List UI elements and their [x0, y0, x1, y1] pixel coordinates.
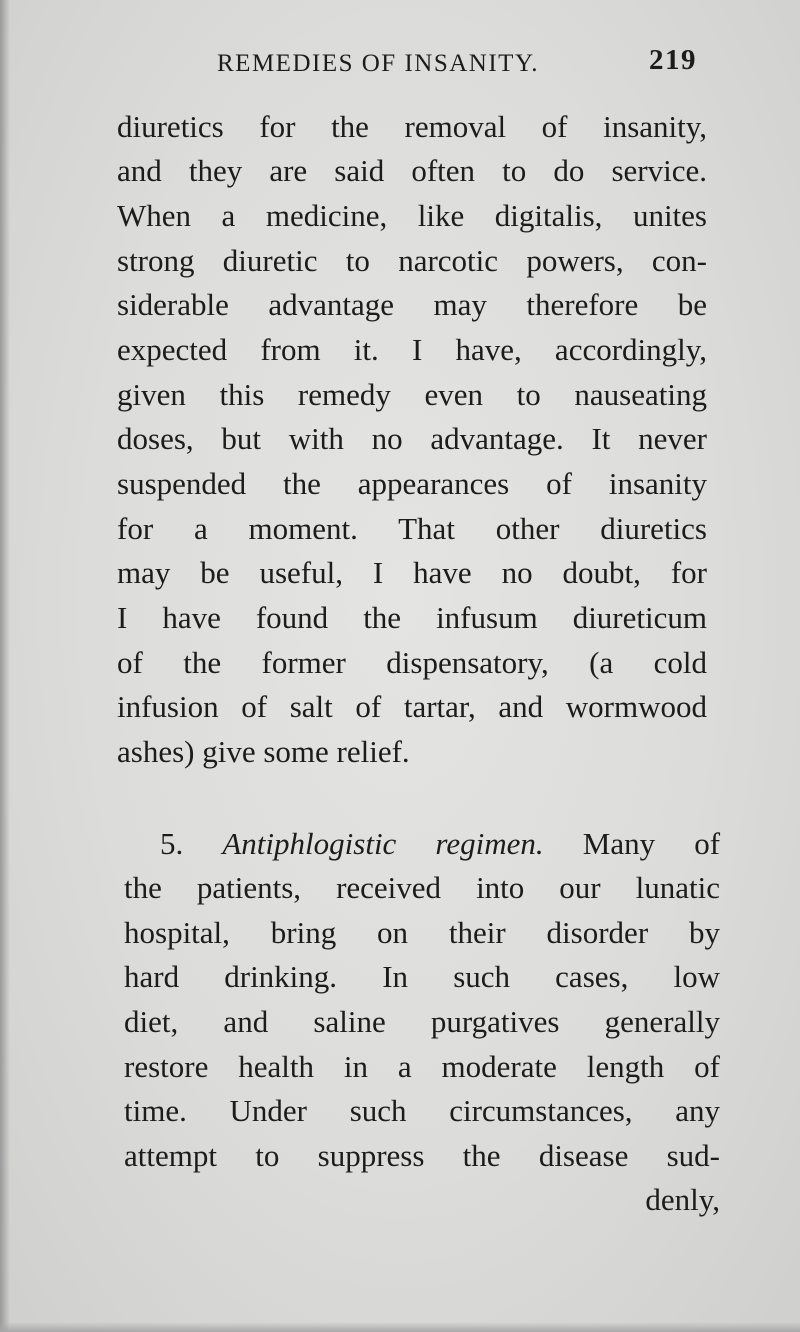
text-line: may be useful, I have no doubt, for [117, 555, 707, 590]
text-line: suspended the appearances of insanity [117, 466, 707, 501]
text-line: for a moment. That other diuretics [117, 511, 707, 546]
text-line: infusion of salt of tartar, and wormwood [117, 689, 707, 724]
section-number: 5. [160, 826, 184, 861]
text-line: restore health in a moderate length of [124, 1049, 720, 1084]
text-line: hard drinking. In such cases, low [124, 959, 720, 994]
text-line: doses, but with no advantage. It never [117, 421, 707, 456]
section-heading: Antiphlogistic regimen. [222, 826, 544, 861]
text-line: strong diuretic to narcotic powers, con- [117, 243, 707, 278]
text-line: time. Under such circumstances, any [124, 1093, 720, 1128]
text-line: diet, and saline purgatives generally [124, 1004, 720, 1039]
text-line: When a medicine, like digitalis, unites [117, 198, 707, 233]
text-line: the patients, received into our lunatic [124, 870, 720, 905]
text-line: attempt to suppress the disease sud- [124, 1138, 720, 1173]
text-line: I have found the infusum diureticum [117, 600, 707, 635]
page-left-edge-shadow [0, 0, 10, 1332]
text-line: hospital, bring on their disorder by [124, 915, 720, 950]
text-line: ashes) give some relief. [117, 734, 410, 769]
page-bottom-edge-shadow [0, 1322, 800, 1332]
text-line: and they are said often to do service. [117, 153, 707, 188]
running-title: REMEDIES OF INSANITY. [217, 50, 540, 77]
section-heading-continuation: Many of [582, 826, 721, 861]
text-line: given this remedy even to nauseating [117, 377, 707, 412]
text-line: siderable advantage may therefore be [117, 287, 707, 322]
page-number: 219 [649, 44, 697, 76]
catchword: denly, [645, 1182, 720, 1217]
page-header [0, 44, 800, 88]
text-line: of the former dispensatory, (a cold [117, 645, 707, 680]
text-line: diuretics for the removal of insanity, [117, 109, 707, 144]
text-line: expected from it. I have, accordingly, [117, 332, 707, 367]
section-heading-line [160, 824, 720, 864]
